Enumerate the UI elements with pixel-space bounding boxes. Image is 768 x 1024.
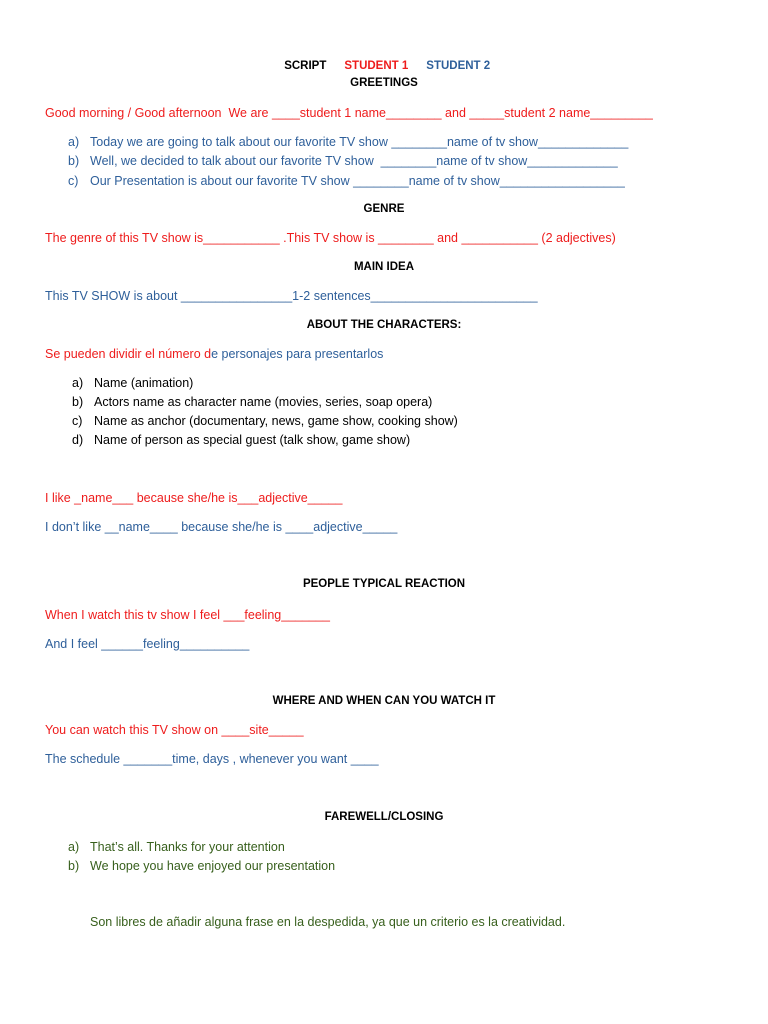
script-header: [0, 48, 768, 72]
script-title: SCRIPT: [284, 60, 327, 72]
greetings-heading: GREETINGS: [350, 77, 418, 89]
where-line-1: You can watch this TV show on ____site_____: [45, 723, 304, 737]
greetings-intro: Good morning / Good afternoon We are ____student 1 name________ and _____student 2 name_________: [45, 106, 653, 120]
list-item: b) We hope you have enjoyed our presentation: [68, 859, 336, 873]
genre-text: The genre of this TV show is___________ .This TV show is ________ and ___________ (2 adjectives): [45, 231, 616, 245]
where-line-2: The schedule _______time, days , whenever you want ____: [45, 752, 379, 766]
dislike-line: I don’t like __name____ because she/he is ____adjective_____: [45, 520, 398, 534]
reaction-line-1: When I watch this tv show I feel ___feeling_______: [45, 608, 330, 622]
student1-label: STUDENT 1: [344, 60, 409, 72]
reaction-heading: PEOPLE TYPICAL REACTION: [302, 578, 466, 590]
reaction-line-2: And I feel ______feeling__________: [45, 637, 250, 651]
list-item: b) Well, we decided to talk about our favorite TV show ________name of tv show_____________: [68, 154, 618, 168]
genre-heading: GENRE: [363, 203, 405, 215]
list-item: a) Name (animation): [72, 376, 194, 390]
where-heading: WHERE AND WHEN CAN YOU WATCH IT: [272, 695, 496, 707]
student2-label: STUDENT 2: [426, 60, 491, 72]
main-idea-heading: MAIN IDEA: [353, 261, 415, 273]
characters-heading: ABOUT THE CHARACTERS:: [306, 319, 462, 331]
list-item: c) Our Presentation is about our favorite TV show ________name of tv show__________________: [68, 174, 625, 188]
main-idea-text: This TV SHOW is about ________________1-2 sentences________________________: [45, 289, 538, 303]
list-item: c) Name as anchor (documentary, news, game show, cooking show): [72, 414, 458, 428]
farewell-note: Son libres de añadir alguna frase en la despedida, ya que un criterio es la creatividad.: [90, 915, 566, 929]
list-item: a) That’s all. Thanks for your attention: [68, 840, 285, 854]
list-item: a) Today we are going to talk about our favorite TV show ________name of tv show_____________: [68, 135, 629, 149]
characters-note: Se pueden dividir el número de personajes para presentarlos: [45, 347, 384, 361]
farewell-heading: FAREWELL/CLOSING: [324, 811, 444, 823]
list-item: b) Actors name as character name (movies, series, soap opera): [72, 395, 433, 409]
like-line: I like _name___ because she/he is___adjective_____: [45, 491, 343, 505]
list-item: d) Name of person as special guest (talk show, game show): [72, 433, 411, 447]
